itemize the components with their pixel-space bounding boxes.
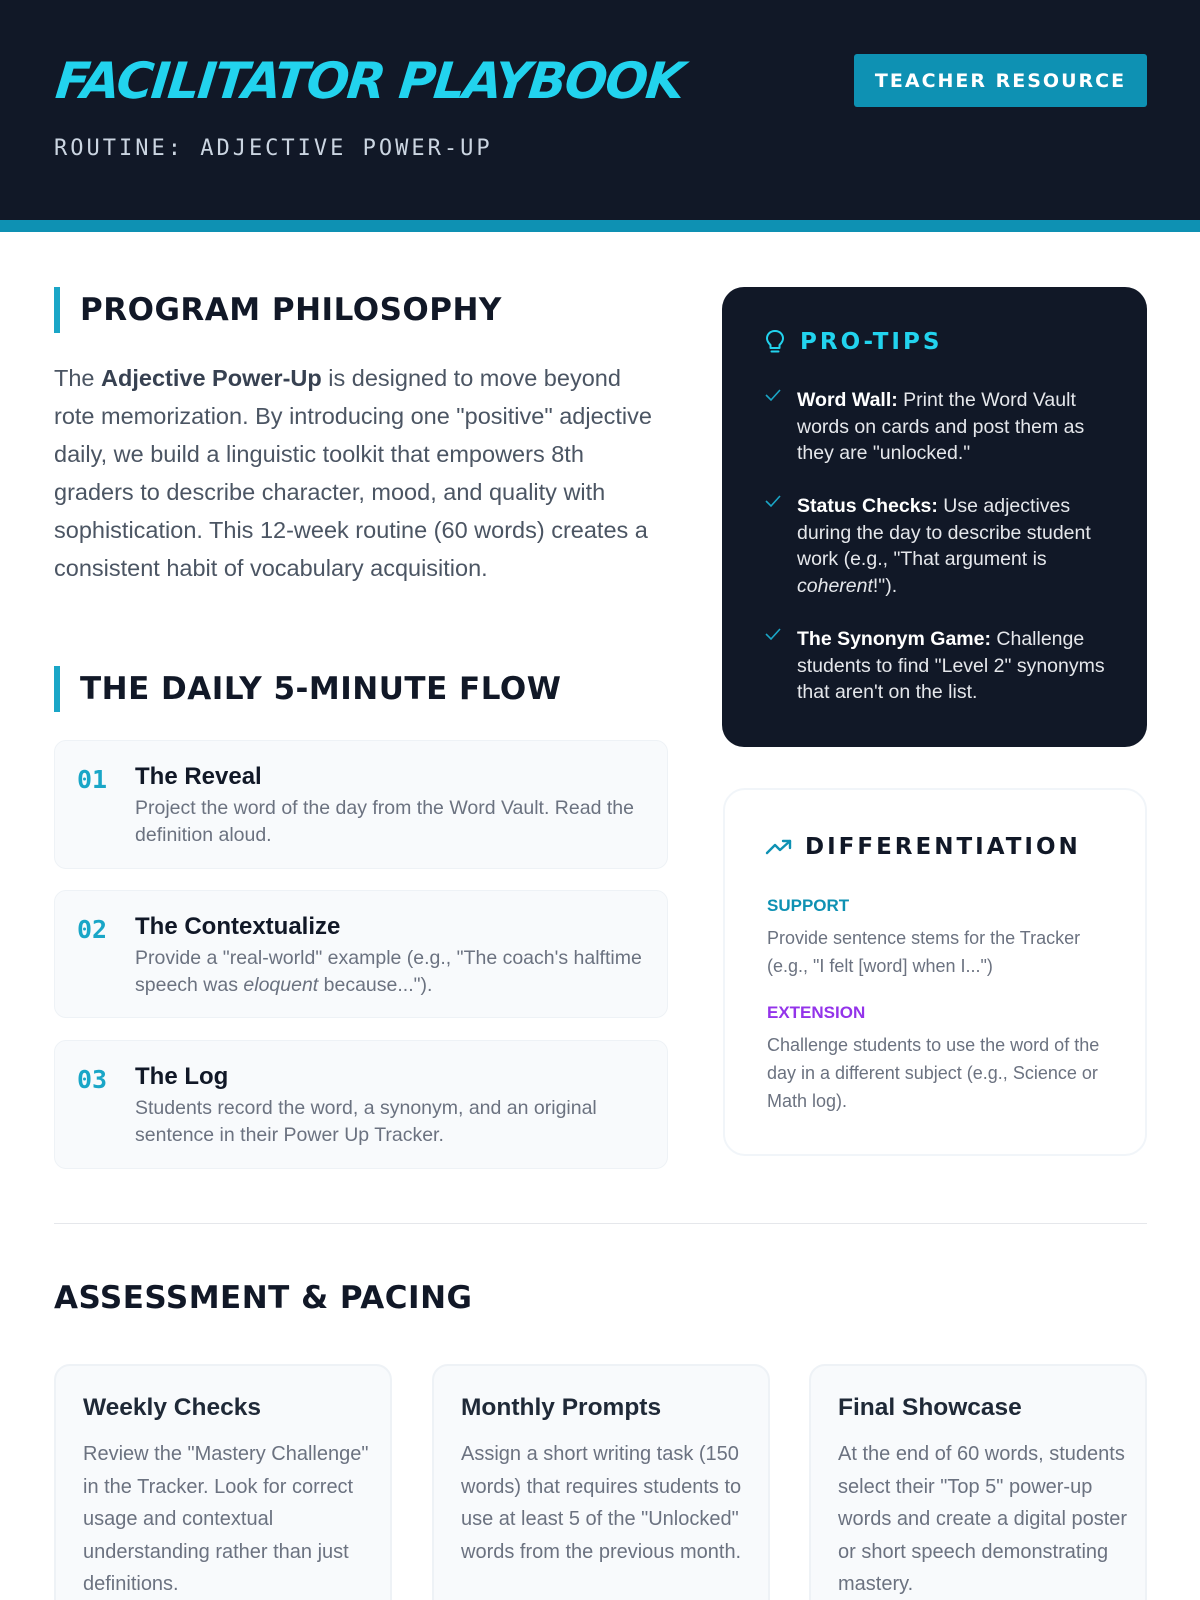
- card-description: Assign a short writing task (150 words) that requires students to use at least 5 of the "Unlocked" words from the previous month.: [461, 1443, 742, 1563]
- step-title: The Log: [135, 1063, 229, 1090]
- flow-heading-text: THE DAILY 5-MINUTE FLOW: [80, 671, 562, 707]
- card-description: At the end of 60 words, students select their "Top 5" power-up words and create a digital poster or short speech demonstrating mastery.: [838, 1443, 1128, 1595]
- teacher-resource-badge: TEACHER RESOURCE: [854, 54, 1147, 107]
- checkmark-icon: [764, 493, 782, 509]
- step-description: [135, 945, 645, 999]
- card-title: Weekly Checks: [83, 1394, 261, 1421]
- assessment-card: [432, 1364, 770, 1600]
- tip-body-post: !").: [872, 574, 898, 597]
- lightbulb-icon: [764, 329, 786, 355]
- step-title: The Contextualize: [135, 913, 341, 940]
- checkmark-icon: [764, 626, 782, 642]
- step-description: Project the word of the day from the Word Vault. Read the definition aloud.: [135, 797, 634, 846]
- tip-body: Challenge students to find "Level 2" synonyms that aren't on the list.: [797, 628, 1105, 703]
- support-label: SUPPORT: [767, 896, 850, 915]
- heading-accent-bar: [54, 666, 60, 712]
- checkmark-icon: [764, 387, 782, 403]
- tip-text: [797, 626, 1112, 706]
- step-number: 02: [77, 915, 108, 944]
- philosophy-heading-text: PROGRAM PHILOSOPHY: [80, 292, 502, 328]
- tip-text: [797, 493, 1112, 599]
- routine-subtitle: ROUTINE: ADJECTIVE POWER-UP: [54, 136, 493, 161]
- tip-emphasis: coherent: [797, 574, 873, 597]
- heading-accent-bar: [54, 287, 60, 333]
- differentiation-heading: [765, 834, 1081, 860]
- philosophy-heading: [54, 287, 502, 333]
- section-divider: [54, 1223, 1147, 1224]
- card-description: Review the "Mastery Challenge" in the Tracker. Look for correct usage and contextual understanding rather than just definitions.: [83, 1443, 369, 1595]
- header-banner: [0, 0, 1200, 232]
- philosophy-rest: is designed to move beyond rote memorization. By introducing one "positive" adjective daily, we build a linguistic toolkit that empowers 8th graders to describe character, mood, and quality with sophistication. This 12-week routine (60 words) creates a consistent habit of vocabulary acquisition.: [54, 365, 652, 581]
- step-desc-pre: Provide a "real-world" example (e.g., "The coach's halftime speech was: [135, 947, 642, 996]
- step-number: 03: [77, 1065, 108, 1094]
- flow-step-card: [54, 740, 668, 869]
- tip-label: Status Checks:: [797, 495, 938, 517]
- tip-text: [797, 387, 1112, 467]
- assessment-card: [809, 1364, 1147, 1600]
- flow-step-card: [54, 1040, 668, 1169]
- pro-tips-title: PRO-TIPS: [800, 329, 943, 355]
- assessment-card: [54, 1364, 392, 1600]
- pro-tips-heading: [764, 329, 942, 355]
- step-title: The Reveal: [135, 763, 262, 790]
- tip-body: Print the Word Vault words on cards and post them as they are "unlocked.": [797, 389, 1085, 464]
- assessment-heading: ASSESSMENT & PACING: [54, 1280, 473, 1316]
- step-number: 01: [77, 765, 108, 794]
- philosophy-bold: Adjective Power-Up: [101, 365, 322, 391]
- extension-text: Challenge students to use the word of the day in a different subject (e.g., Science or Math log).: [767, 1035, 1100, 1111]
- step-desc-post: because...").: [318, 974, 433, 996]
- card-title: Monthly Prompts: [461, 1394, 662, 1421]
- card-title: Final Showcase: [838, 1394, 1022, 1421]
- flow-heading: [54, 666, 561, 712]
- extension-label: EXTENSION: [767, 1003, 866, 1022]
- page-title: FACILITATOR PLAYBOOK: [52, 52, 686, 110]
- tip-label: The Synonym Game:: [797, 628, 991, 650]
- trending-up-icon: [765, 837, 793, 857]
- philosophy-paragraph: [54, 359, 664, 587]
- differentiation-panel: [723, 788, 1147, 1156]
- tip-body: Use adjectives during the day to describe student work (e.g., "That argument is: [797, 495, 1091, 570]
- support-text: Provide sentence stems for the Tracker (e.g., "I felt [word] when I..."): [767, 928, 1081, 976]
- step-description: Students record the word, a synonym, and an original sentence in their Power Up Tracker.: [135, 1097, 597, 1146]
- step-desc-em: eloquent: [243, 974, 319, 996]
- tip-label: Word Wall:: [797, 389, 898, 411]
- pro-tips-panel: [722, 287, 1147, 747]
- differentiation-title: DIFFERENTIATION: [805, 834, 1081, 860]
- philosophy-intro: The: [54, 365, 102, 391]
- flow-step-card: [54, 890, 668, 1018]
- header-accent-bar: [0, 220, 1200, 232]
